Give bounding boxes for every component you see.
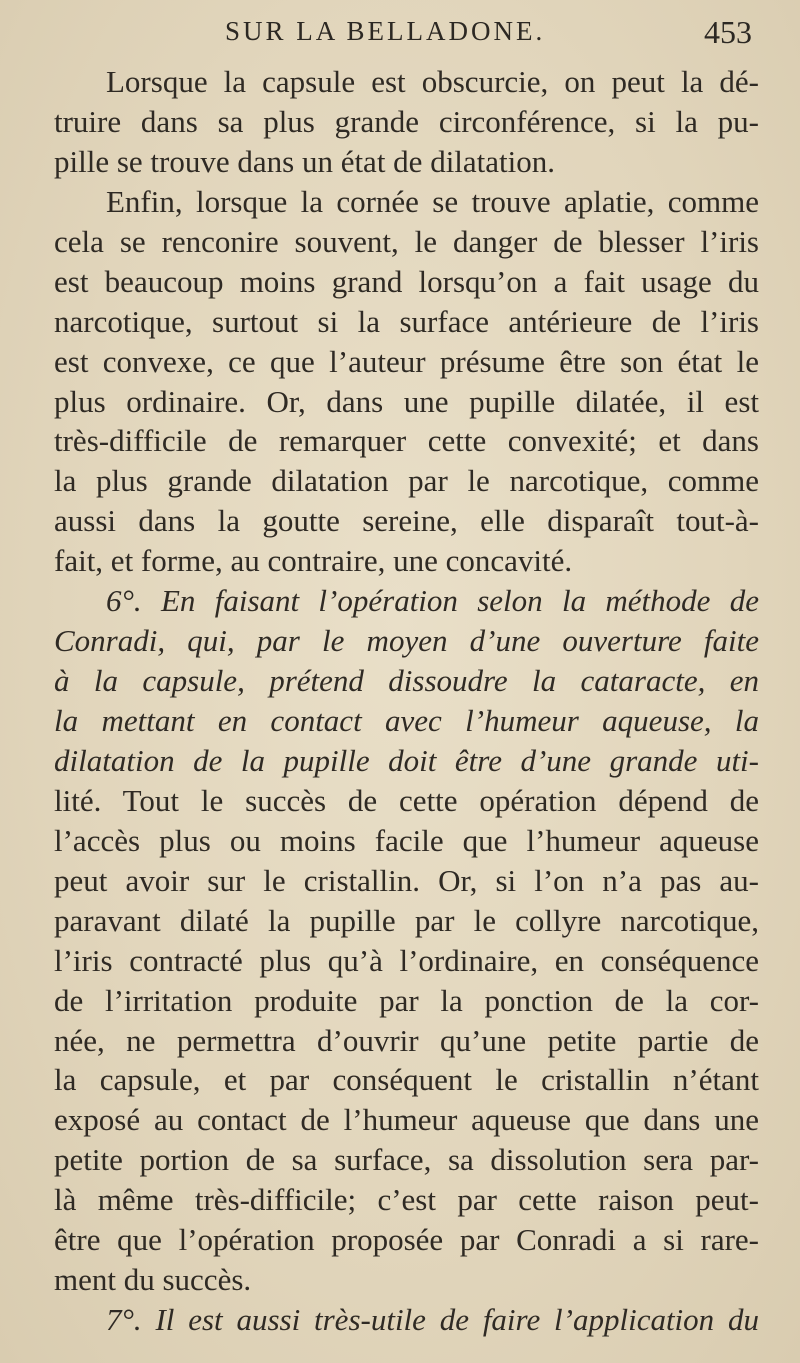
text-line: paravant dilaté la pupille par le collyre narcotique, bbox=[54, 903, 759, 938]
text-line: aussi dans la goutte sereine, elle disparaît tout-à- bbox=[54, 503, 759, 538]
text-line: peut avoir sur le cristallin. Or, si l’on n’a pas au- bbox=[54, 863, 759, 898]
text-line: l’iris contracté plus qu’à l’ordinaire, en conséquence bbox=[54, 943, 759, 978]
text-line: Conradi, qui, par le moyen d’une ouverture faite bbox=[54, 623, 759, 658]
text-line: née, ne permettra d’ouvrir qu’une petite partie de bbox=[54, 1023, 759, 1058]
text-line: Lorsque la capsule est obscurcie, on peut la dé- bbox=[106, 64, 759, 99]
text-line: exposé au contact de l’humeur aqueuse que dans une bbox=[54, 1102, 759, 1137]
text-line: 7°. Il est aussi très-utile de faire l’application du bbox=[106, 1302, 759, 1337]
text-line: de l’irritation produite par la ponction de la cor- bbox=[54, 983, 759, 1018]
text-line: est convexe, ce que l’auteur présume être son état le bbox=[54, 344, 759, 379]
text-line: très-difficile de remarquer cette convexité; et dans bbox=[54, 423, 759, 458]
text-line: là même très-difficile; c’est par cette raison peut- bbox=[54, 1182, 759, 1217]
text-line: petite portion de sa surface, sa dissolution sera par- bbox=[54, 1142, 759, 1177]
text-line: être que l’opération proposée par Conradi a si rare- bbox=[54, 1222, 759, 1257]
text-line: narcotique, surtout si la surface antérieure de l’iris bbox=[54, 304, 759, 339]
text-line: Enfin, lorsque la cornée se trouve aplatie, comme bbox=[106, 184, 759, 219]
text-line: à la capsule, prétend dissoudre la cataracte, en bbox=[54, 663, 759, 698]
text-line: fait, et forme, au contraire, une concavité. bbox=[54, 543, 573, 578]
text-line: lité. Tout le succès de cette opération dépend de bbox=[54, 783, 759, 818]
text-line: 6°. En faisant l’opération selon la méthode de bbox=[106, 583, 759, 618]
running-title: SUR LA BELLADONE. bbox=[225, 16, 546, 46]
text-line: truire dans sa plus grande circonférence, si la pu- bbox=[54, 104, 759, 139]
running-head bbox=[0, 16, 800, 56]
text-line: la capsule, et par conséquent le cristallin n’étant bbox=[54, 1062, 759, 1097]
text-line: ment du succès. bbox=[54, 1262, 252, 1297]
page-number: 453 bbox=[704, 14, 752, 50]
text-line: dilatation de la pupille doit être d’une grande uti- bbox=[54, 743, 759, 778]
text-line: est beaucoup moins grand lorsqu’on a fait usage du bbox=[54, 264, 759, 299]
text-line: l’accès plus ou moins facile que l’humeur aqueuse bbox=[54, 823, 759, 858]
text-line: pille se trouve dans un état de dilatation. bbox=[54, 144, 556, 179]
text-line: la plus grande dilatation par le narcotique, comme bbox=[54, 463, 759, 498]
text-line: plus ordinaire. Or, dans une pupille dilatée, il est bbox=[54, 384, 759, 419]
text-line: la mettant en contact avec l’humeur aqueuse, la bbox=[54, 703, 759, 738]
text-line: cela se renconire souvent, le danger de blesser l’iris bbox=[54, 224, 759, 259]
